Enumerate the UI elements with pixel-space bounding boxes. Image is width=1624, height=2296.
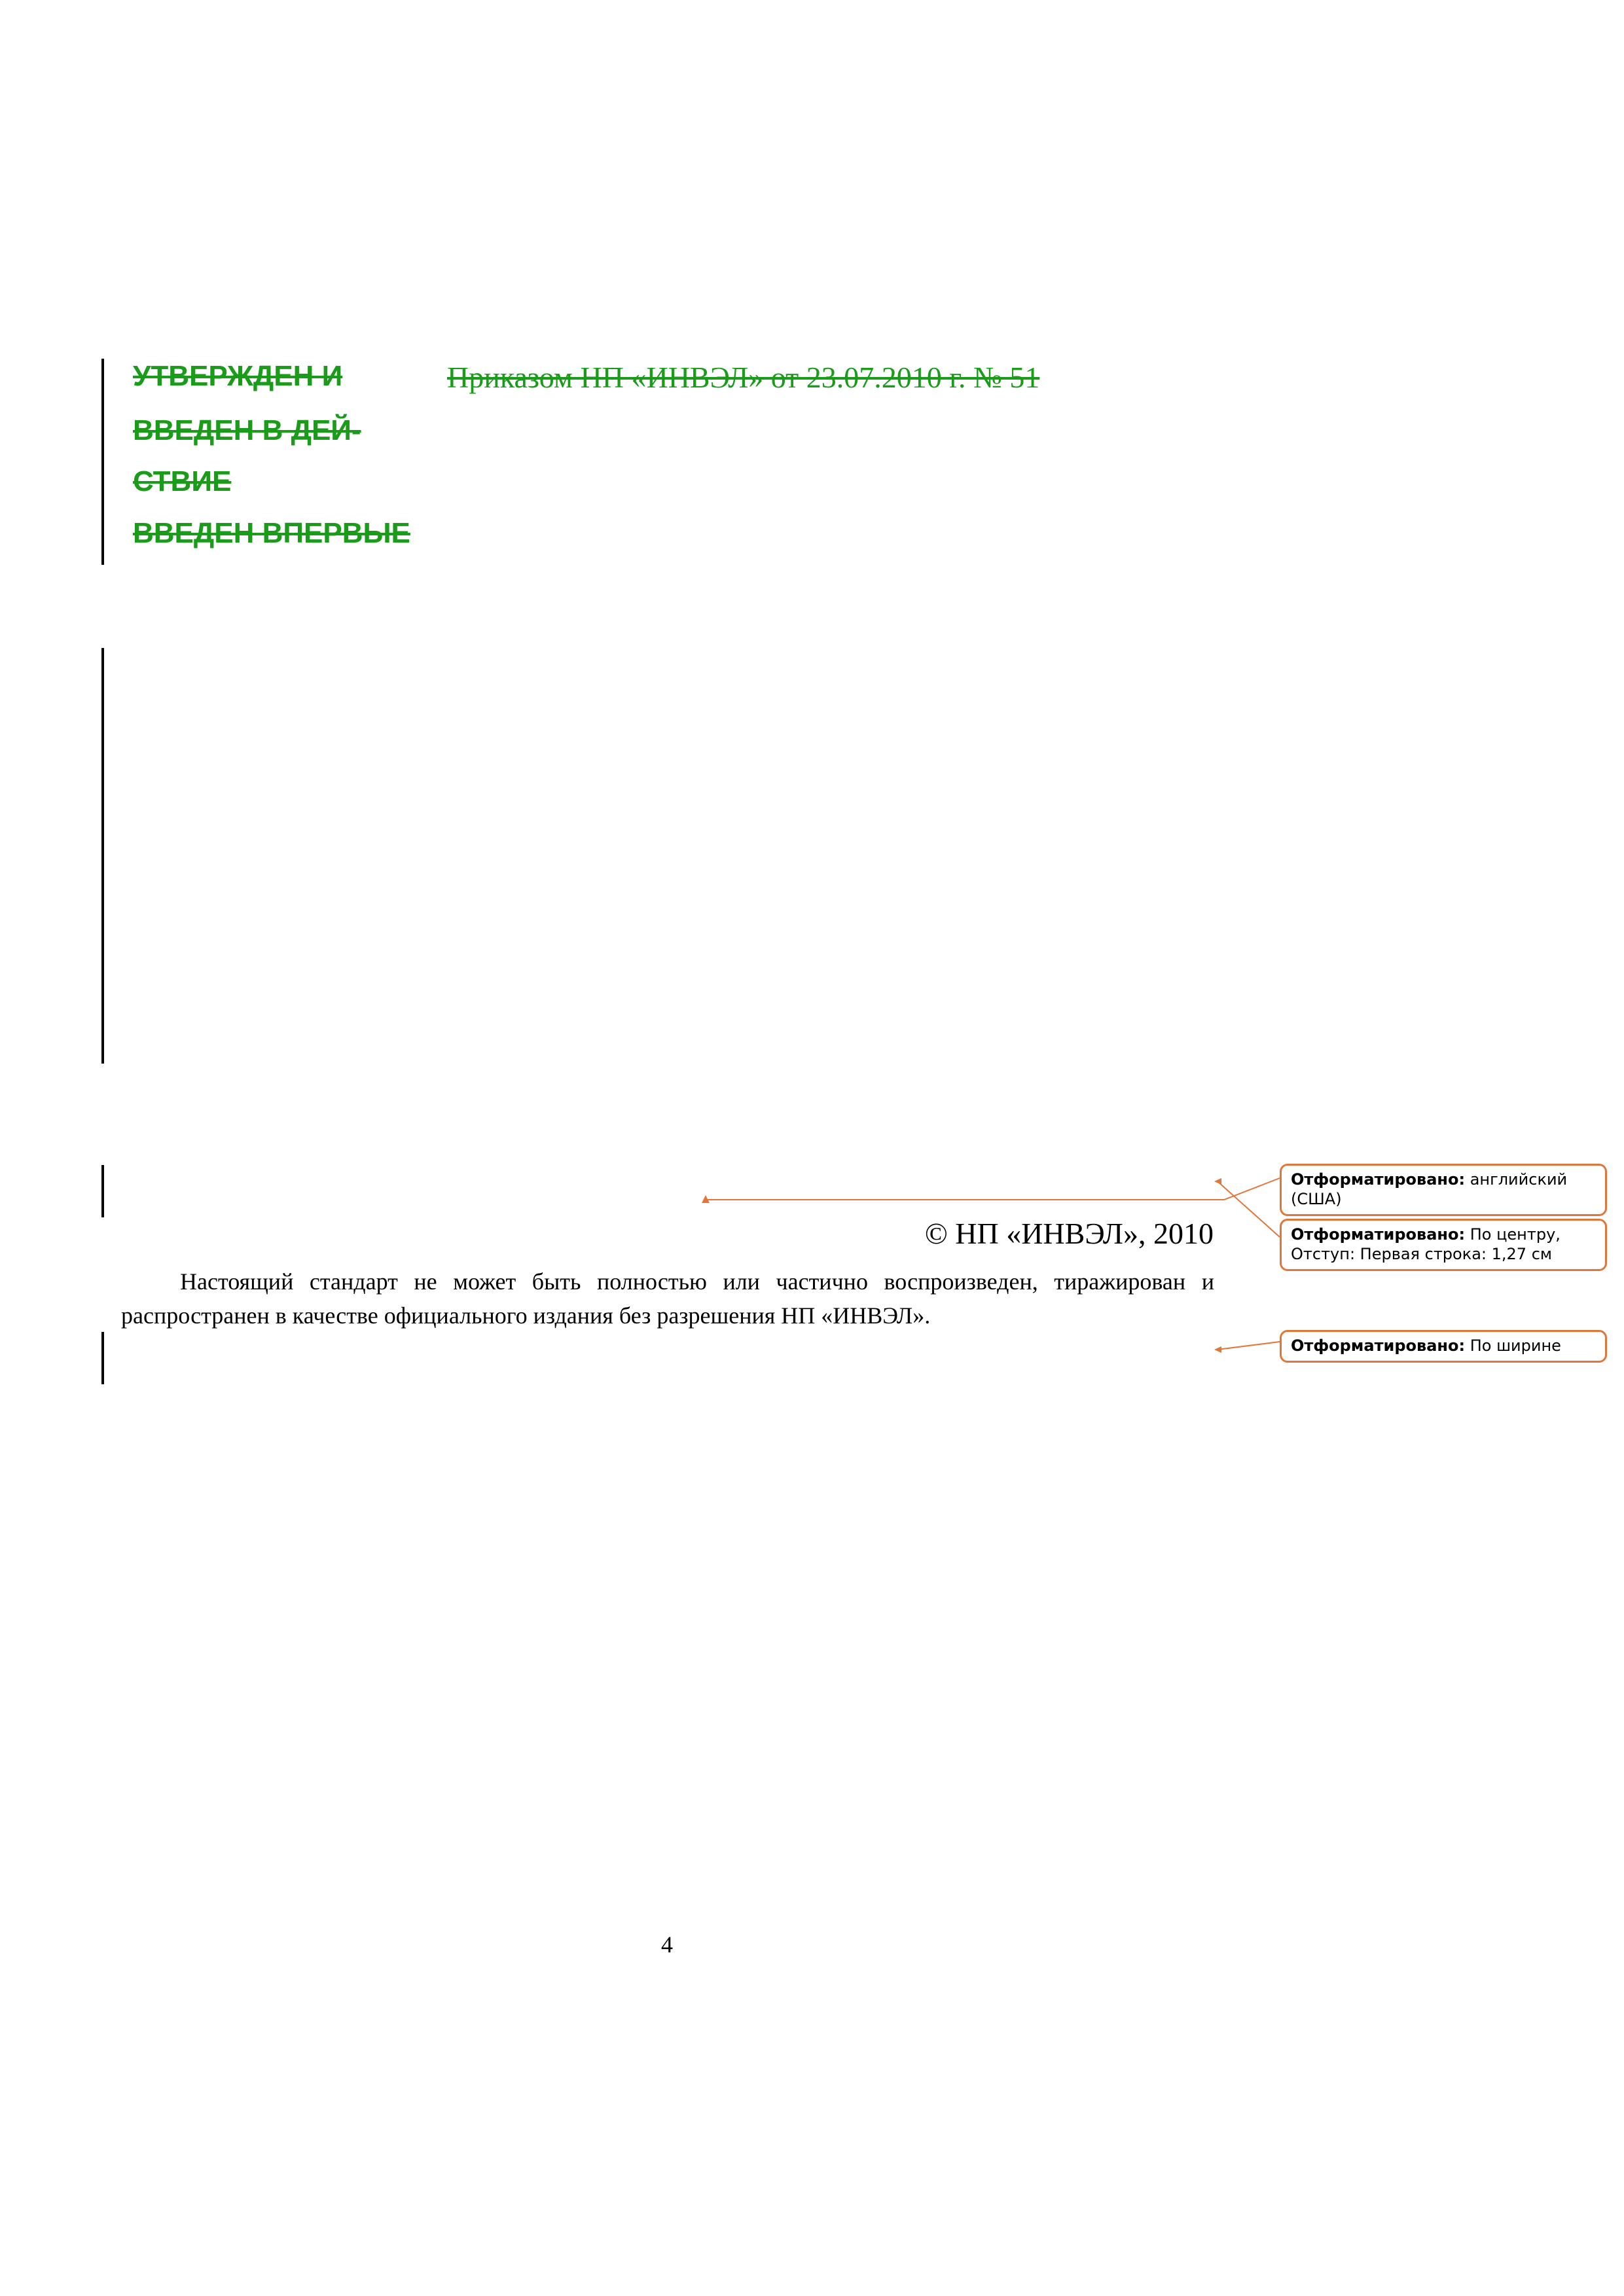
balloon-text: английский (США) [1291, 1170, 1568, 1208]
change-bar [101, 1332, 104, 1384]
deleted-introduced-label: ВВЕДЕН В ДЕЙ- [133, 414, 361, 446]
balloon-text: По ширине [1470, 1336, 1561, 1355]
anchor-marker-icon [702, 1195, 710, 1203]
connector-line [1218, 1342, 1280, 1350]
connector-line [706, 1178, 1280, 1200]
anchor-marker-icon [1214, 1346, 1221, 1353]
balloon-text: По центру, Отступ: Первая строка: 1,27 см [1291, 1225, 1561, 1263]
revision-balloon[interactable] [1280, 1164, 1607, 1216]
balloon-label: Отформатировано: [1291, 1170, 1466, 1189]
copyright-line: © НП «ИНВЭЛ», 2010 [924, 1217, 1214, 1250]
deleted-order-text: Приказом НП «ИНВЭЛ» от 23.07.2010 г. № 51 [447, 361, 1040, 394]
change-bar [101, 648, 104, 1064]
deleted-effect-label: СТВИЕ [133, 465, 232, 497]
revision-balloon[interactable] [1280, 1219, 1607, 1271]
page-number: 4 [661, 1931, 673, 1958]
connector-line [1218, 1181, 1280, 1237]
change-bar [101, 359, 104, 565]
change-bar [101, 1165, 104, 1217]
body-paragraph: Настоящий стандарт не может быть полностью или частично воспроизведен, тиражирован и распространен в качестве официального издания без разрешения НП «ИНВЭЛ». [121, 1268, 1214, 1329]
deleted-approved-label: УТВЕРЖДЕН И [133, 360, 343, 392]
balloon-label: Отформатировано: [1291, 1336, 1466, 1355]
anchor-marker-icon [1214, 1178, 1221, 1185]
deleted-first-time-label: ВВЕДЕН ВПЕРВЫЕ [133, 517, 410, 549]
balloon-label: Отформатировано: [1291, 1225, 1466, 1244]
revision-balloon[interactable] [1280, 1330, 1607, 1363]
